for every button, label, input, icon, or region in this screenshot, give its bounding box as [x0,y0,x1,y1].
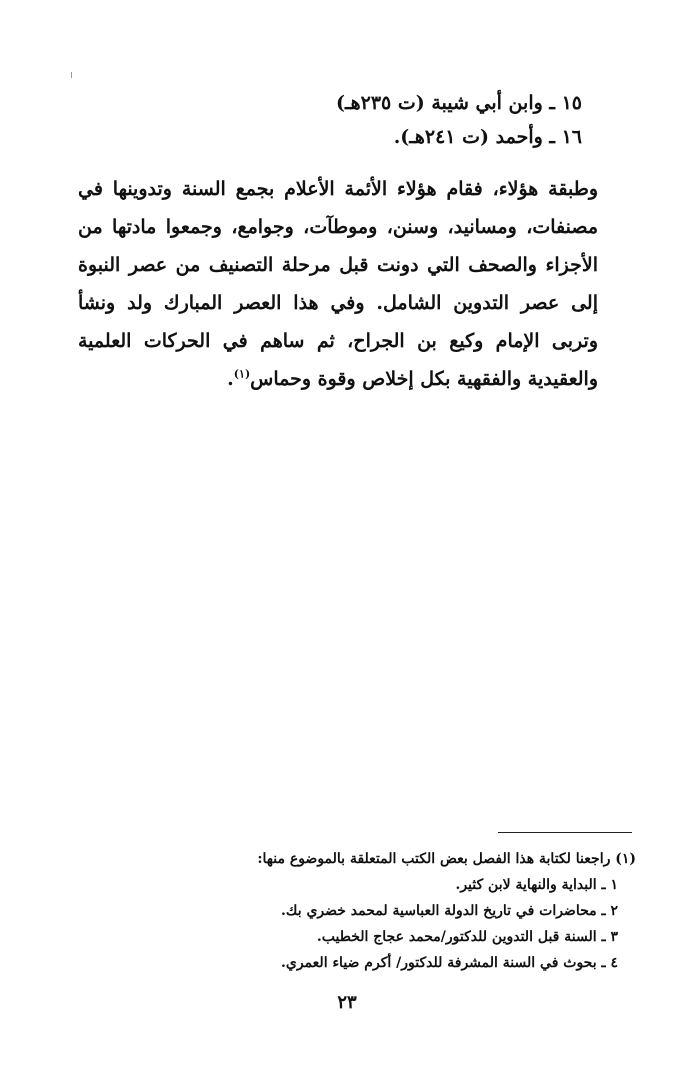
footnote-reference: (١) [233,367,251,381]
footnote-separator [498,832,632,833]
body-paragraph [78,170,598,398]
footnotes [76,846,636,976]
paragraph-end: . [227,368,234,390]
list-item-15: ١٥ ـ وابن أبي شيبة (ت ٢٣٥هـ) [336,92,582,114]
footnote-source-2: ٢ ـ محاضرات في تاريخ الدولة العباسية لمحمد خضري بك. [281,903,618,919]
footnote-source-3: ٣ ـ السنة قبل التدوين للدكتور/محمد عجاج الخطيب. [316,929,618,945]
list-item-16: ١٦ ـ وأحمد (ت ٢٤١هـ). [393,126,582,148]
footnote-source-4: ٤ ـ بحوث في السنة المشرفة للدكتور/ أكرم ضياء العمري. [281,955,618,971]
footnote-source-1: ١ ـ البداية والنهاية لابن كثير. [455,877,618,893]
paragraph-text: وطبقة هؤلاء، فقام هؤلاء الأئمة الأعلام بجمع السنة وتدوينها في مصنفات، ومسانيد، وسنن، وموطآت، وجوامع، وجمعوا مادتها من الأجزاء والصحف التي دونت قبل مرحلة التصنيف من عصر النبوة إلى عصر التدوين الشامل. وفي هذا العصر المبارك ولد ونشأ وتربى الإمام وكيع بن الجراح، ثم ساهم في الحركات العلمية والعقيدية والفقهية بكل إخلاص وقوة وحماس [78,178,598,390]
margin-mark [71,72,72,78]
footnote-intro: (١) راجعنا لكتابة هذا الفصل بعض الكتب المتعلقة بالموضوع منها: [257,851,636,867]
page-number: ٢٣ [337,992,357,1013]
